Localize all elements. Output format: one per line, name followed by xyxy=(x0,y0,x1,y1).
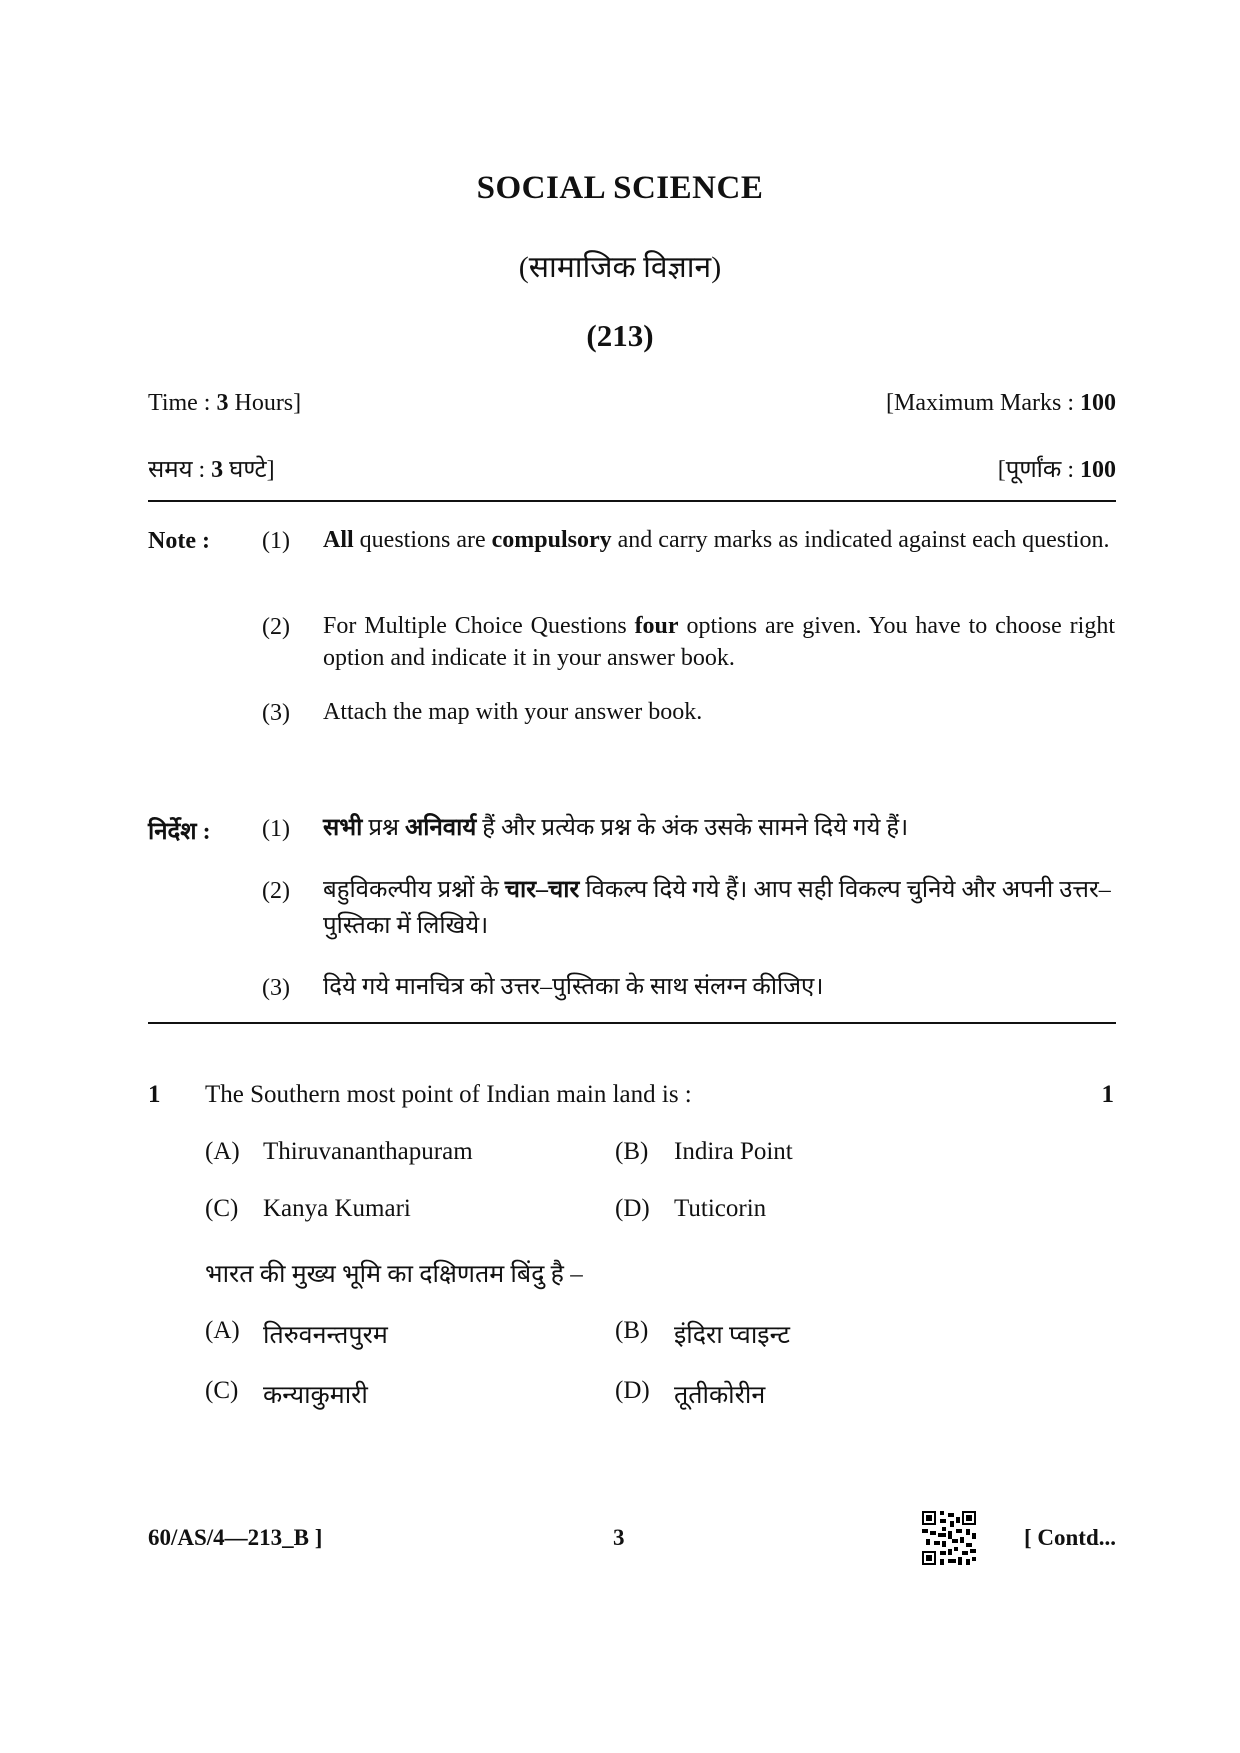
qr-code-icon xyxy=(922,1511,976,1565)
subject-code: (213) xyxy=(586,318,654,353)
option-label: (B) xyxy=(615,1138,649,1165)
option-label: (D) xyxy=(615,1377,650,1404)
note-item-2: For Multiple Choice Questions four options are given. You have to choose right option and indicate it in your answer book. xyxy=(323,613,1115,671)
option-c: Kanya Kumari xyxy=(263,1195,411,1222)
divider-bottom xyxy=(148,1022,1116,1024)
note-item-hindi-3: दिये गये मानचित्र को उत्तर–पुस्तिका के साथ संलग्न कीजिए। xyxy=(323,974,824,1000)
option-a: Thiruvananthapuram xyxy=(263,1138,473,1165)
question-text-hindi: भारत की मुख्य भूमि का दक्षिणतम बिंदु है – xyxy=(205,1261,583,1288)
option-label: (C) xyxy=(205,1377,239,1404)
continued-marker: [ Contd... xyxy=(1023,1525,1116,1550)
option-b-hindi: इंदिरा प्वाइन्ट xyxy=(674,1322,791,1349)
note-label-hindi: निर्देश : xyxy=(148,819,211,845)
option-b: Indira Point xyxy=(674,1138,793,1165)
divider-top xyxy=(148,500,1116,502)
note-item-1: All questions are compulsory and carry marks as indicated against each question. xyxy=(323,527,1110,553)
note-number: (2) xyxy=(262,614,290,640)
option-a-hindi: तिरुवनन्तपुरम xyxy=(263,1322,388,1349)
note-number: (1) xyxy=(262,816,290,842)
paper-title: SOCIAL SCIENCE xyxy=(476,170,764,206)
note-item-hindi-1: सभी प्रश्न अनिवार्य हैं और प्रत्येक प्रश्न के अंक उसके सामने दिये गये हैं। xyxy=(323,815,909,841)
note-item-hindi-2: बहुविकल्पीय प्रश्नों के चार–चार विकल्प दिये गये हैं। आप सही विकल्प चुनिये और अपनी उत्तर–पुस्तिका में लिखिये। xyxy=(323,877,1111,939)
option-label: (B) xyxy=(615,1317,649,1344)
option-label: (A) xyxy=(205,1138,240,1165)
option-label: (C) xyxy=(205,1195,239,1222)
option-label: (A) xyxy=(205,1317,240,1344)
question-marks: 1 xyxy=(1101,1081,1114,1108)
note-item-3: Attach the map with your answer book. xyxy=(323,699,703,725)
note-number: (3) xyxy=(262,975,290,1001)
option-d: Tuticorin xyxy=(674,1195,767,1222)
paper-title-hindi: (सामाजिक विज्ञान) xyxy=(518,251,722,284)
question-text: The Southern most point of Indian main land is : xyxy=(205,1081,692,1108)
question-number: 1 xyxy=(148,1081,161,1108)
option-d-hindi: तूतीकोरीन xyxy=(674,1382,766,1409)
page-number: 3 xyxy=(613,1525,625,1550)
note-label: Note : xyxy=(148,528,210,554)
paper-code: 60/AS/4—213_B ] xyxy=(148,1525,323,1550)
time-hindi: समय : 3 घण्टे] xyxy=(148,457,275,483)
max-marks-english: [Maximum Marks : 100 xyxy=(886,390,1116,416)
option-c-hindi: कन्याकुमारी xyxy=(263,1382,368,1409)
note-number: (2) xyxy=(262,878,290,904)
time-english: Time : 3 Hours] xyxy=(148,390,302,416)
option-label: (D) xyxy=(615,1195,650,1222)
note-number: (1) xyxy=(262,528,290,554)
note-number: (3) xyxy=(262,700,290,726)
max-marks-hindi: [पूर्णांक : 100 xyxy=(997,457,1116,483)
